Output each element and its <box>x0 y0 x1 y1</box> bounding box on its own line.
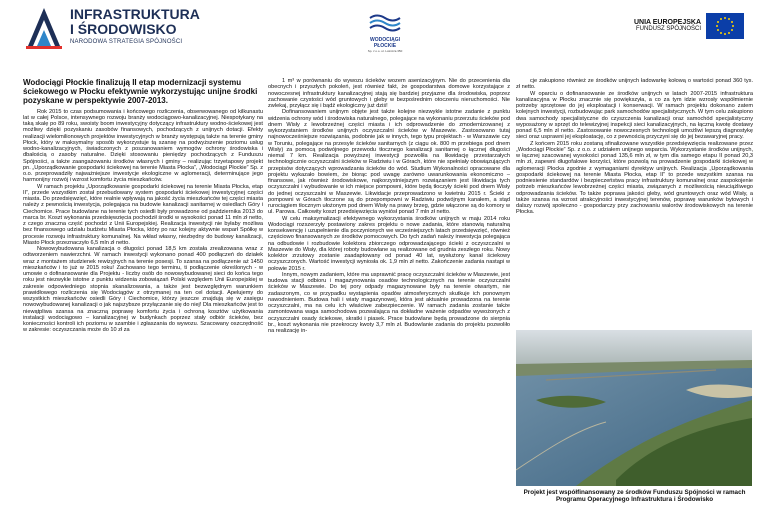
page-header <box>0 0 768 76</box>
article-paragraph: Innym, nowym zadaniem, które ma usprawnić pracę oczyszczalni ścieków w Maszewie, jest budowa stacji odbioru i magazynowania osadów technologicznych na terenie oczyszczalni ścieków w Maszewie. Do tej pory odpady magazynowane były na terenie otwartym, nie zadaszonym, co w przypadku wystąpienia opadów atmosferycznych skutkuje ich ponownym nawodnieniem. Budowa hali i wiaty magazynowej, która jest aktualnie prowadzona na terenie oczyszczalni, ma na celu ich właściwe zabezpieczenie. W ramach zadania zostanie także zamontowana waga samochodowa pozwalająca na dokładne ważenie odpadów wywożonych z oczyszczalni osady ściekowe, skratki i piasek. Prace budowlane będą prowadzone do sierpnia br., koszt wykonania nie przekroczy kwoty 3,7 mln zł. Budowlanie zadania do projektu pozwoliło na realizację in- <box>268 271 510 334</box>
infrastruktura-logo <box>24 6 274 56</box>
article-paragraph: W oparciu o dofinansowanie ze środków unijnych w latach 2007-2015 infrastruktura kanalizacyjna w Płocku znacznie się powiększyła, a co za tym idzie wzrosły współmiernie potrzeby sprzętowe do jej eksploatacji i konserwacji. W ramach projektu dokonano zatem kolejnych inwestycji, rozbudowując park samochodów specjalistycznych. W tym celu zakupiono dwa samochody specjalistyczne do czyszczenia kanalizacji oraz samochód specjalistyczny wyposażony w sprzęt do telewizyjnej inspekcji sieci kanalizacyjnych, na łączną kwotę dostawy ponad 6,5 mln zł netto. Zastosowanie nowoczesnych technologii umożliwi lepszą diagnostykę sieci oraz usprawni jej eksploatację, co z pewnością przyczyni się do jej bezawaryjnej pracy. <box>516 90 753 141</box>
article-column-1 <box>23 78 263 510</box>
eu-flag-icon <box>706 13 744 39</box>
article-column-3 <box>516 78 753 326</box>
article-paragraph: Dofinansowaniem unijnym objęte jest także kolejne niezwykle istotne zadanie z punktu widzenia ochrony wód i środowiska naturalnego, polegające na wykonaniu przerzutu ścieków pod dnem Wisły z lewobrzeżnej części miasta i ich odprowadzenie do zmodernizowanej z wykorzystaniem środków unijnych oczyszczalni ścieków w Maszewie. Zastosowano tutaj najnowocześniejsze rozwiązania, podobnie jak w innych, tego typu projektach - w Warszawie czy w Toruniu, polegające na przesyle ścieków sanitarnych (z ciągu ok. 800 m przebiega pod dnem Wisły) za pomocą podwójnego przewodu tłocznego kanalizacji sanitarnej o łącznej długości niemal 7 km. Realizacja powyższej inwestycji pozwoliła na likwidację przestarzałych technologicznie oczyszczalni ścieków w Radziwiu i w Górach, które nie spełniały obowiązujących przepisów dotyczących wprowadzania ścieków do wód. Studium Wykonalności opracowane dla projektu wykazało bowiem, że biorąc pod uwagę zarówno uwarunkowania ekonomiczno – finansowe, jak również środowiskowe, najkorzystniejszym rozwiązaniem jest likwidacja tych oczyszczalni i wybudowanie w ich miejsce pompowni, które będą tłoczyły ścieki pod dnem Wisły do jednej oczyszczalni w Maszewie. Likwidacje przeprowadzono w kwietniu 2015 r. Ścieki z pompowni w Górach tłoczone są do przepompowni w Radziwiu podwójnym kanałem, a stąd rurociągiem tłocznym ułożonym pod dnem Wisły na prawy brzeg, gdzie włączone są do komory w ul. Parowa. Całkowity koszt przedsięwzięcia wyniósł ponad 7 mln zł netto. <box>268 109 510 216</box>
article-paragraph: Z końcem 2015 roku zostaną sfinalizowane wszystkie przedsięwzięcia realizowane przez „Wodociągi Płockie” Sp. z o.o. z udziałem unijnego wsparcia. Wykorzystanie środków unijnych, w łącznej szacowanej wysokości ponad 135,6 mln zł, w tym dla samego etapu II ponad 20,3 mln zł, zapewni długofalowe korzyści, które pozwolą na prowadzenie gospodarki ściekowej w aglomeracji Płocka zgodnie z wymaganiami dyrektyw unijnych. Realizacja „Uporządkowania gospodarki ściekowej na terenie Miasta Płocka, etap II” to przede wszystkim szansa na podniesienie standardów i bezpieczeństwa pracy infrastruktury komunalnej oraz zaspokojenie potrzeb mieszkańców lewobrzeżnej części miasta, związanych z możliwością nieuciążliwego odprowadzania ścieków. To także poprawa jakości gleby, wód gruntowych oraz wód Wisły, a także szansa na wzrost atrakcyjności inwestycyjnej terenów, poprawę warunków bytowych i dalszy rozwój społeczno - gospodarczy przy zachowaniu walorów środowiskowych na terenie Płocka. <box>516 140 753 216</box>
eu-title: UNIA EUROPEJSKA <box>633 19 701 26</box>
photo-caption: Projekt jest współfinansowany ze środków Funduszu Spójności w ramach Programu Operacyjnego Infrastruktura i Środowisko <box>523 489 746 504</box>
eu-subtitle: FUNDUSZ SPÓJNOŚCI <box>635 26 701 32</box>
article-headline: Wodociągi Płockie finalizują II etap modernizacji systemu ściekowego w Płocku efektywnie wykorzystując unijne środki pozyskane w perspektywie 2007-2013. <box>23 78 258 106</box>
article-paragraph: W celu maksymalizacji efektywnego wykorzystania środków unijnych w maju 2014 roku Wodociągi rozszerzyły postawiony zakres projektu o nowe zadania, które stanowią naturalną konsekwencję i uzupełnienie dla poczynionych we wcześniejszych latach przedsięwzięć, również częściowo finansowanych ze środków pomocowych. Do tych zadań należy inwestycja polegająca na odbudowie i rozbudowie kolektora zbiorczego odprowadzającego ścieki z oczyszczalni w Maszewie do Wisły, dla której roboty budowlane są realizowane od grudnia zeszłego roku. Nowy kolektor zrzutowy zostanie zaadaptowany od ponad 40 lat, wysłużony kanał ściekowy oczyszczonych. Wartość inwestycji wyniosła ok. 1,9 mln zł netto. Zakończenie zadania nastąpi w połowie 2015 r. <box>268 215 510 272</box>
wave-icon <box>368 12 402 32</box>
logo-title-line2: I ŚRODOWISKO <box>70 21 177 37</box>
aerial-photo-vistula <box>516 330 752 486</box>
wodociagi-address: Sp. z o.o. ul. Lotnicza 350 <box>367 49 403 53</box>
wodociagi-name-line1: WODOCIĄGI <box>370 37 400 43</box>
article-paragraph: 1 m³ w porównaniu do wywozu ścieków wozem asenizacyjnym. Nie do przecenienia dla obecnych i przyszłych pokoleń, jest również fakt, że gospodarstwa domowe korzystające z nowoczesnej infrastruktury kanalizacyjnej stają się bardziej przyjazne dla środowiska, poprzez zachowanie czystości wód gruntowych i gleby w bezpośrednim otoczeniu nieruchomości. Nie zwlekaj, przyłącz się i bądź ekologiczny już dziś! <box>268 78 510 109</box>
wodociagi-plockie-logo <box>358 12 412 60</box>
article-paragraph: cje zakupiono również ze środków unijnych ładowarkę kołową o wartości ponad 360 tys. zł netto. <box>516 78 753 91</box>
article-column-2 <box>268 78 510 510</box>
river-landscape-image <box>516 330 752 486</box>
logo-title-line1: INFRASTRUKTURA <box>70 6 200 22</box>
article-paragraph: Nowowybudowana kanalizacja o długości ponad 18,5 km została zrealizowana wraz z odtworzeniem nawierzchni. W ramach inwestycji wykonano ponad 400 podłączeń do działek wraz z montażem studzienek rewizyjnych na terenie posesji. To szansa na podłączenie aż 1450 mieszkańców i to już w 2015 roku! Zachowano tego terminu, ti podłączenie określonych - w umowie o dofinansowanie dla Projektu - liczby osób do nowowybudowanej sieci do końca tego roku jest niezwykle istotne z punktu widzenia zobowiązań Polski względem Unii Europejskiej w zakresie odpowiedniego stopnia skanalizowania, a także jest bezwzględnym warunkiem prawidłowego rozliczenia się Wodociągów z otrzymanej na ten cel dotacji. Apelujemy do wszystkich mieszkańców osiedli Góry i Ciechomice, którzy jeszcze znajdują się w zasięgu nowowybudowanej kanalizacji o jak najszybsze przyłączanie się do niej! Dla mieszkańców jest to niewątpliwa szansa na znaczną poprawę komfortu życia i ochroną kosztów użytkowania instalacji wodociągowo – kanalizacyjnej w budynkach poprzez stały odbiór ścieków, bez konieczności kontroli ich poziomu w szambie i zgłaszania do wywozu. Szacowany oszczędność w zakresie: oczyszczania może do 10 zł za <box>23 246 263 334</box>
article-paragraph: W ramach projektu „Uporządkowanie gospodarki ściekowej na terenie Miasta Płocka, etap II”, przede wszystkim został przebudowany system gospodarki ściekowej inwestycyjnej części miasta. Do przedsięwzięć, które realnie wpływają na jakość życia mieszkańców tej części miasta należy z pewnością inwestycja, polegająca na budowie kanalizacji sanitarnej w osiedlach Góry i Ciechomice. Prace budowlane na terenie tych osiedli były prowadzone od października 2013 do marca br. Koszt wykonania przedsięwzięcia pochodził środki w wysokości ponad 11 mln zł netto, z czego znaczna część pochodzi z Unii Europejskiej. Realizacja inwestycji nie byłaby możliwa bez finansowego udziału budżetu Miasta Płocka, który po raz kolejny aktywnie wsparł Spółkę w procesie rozwoju infrastruktury komunalnej. Na wkład własny, niezbędny do budowy kanalizacji, Miasto Płock przeznaczyło 6,5 mln zł netto. <box>23 183 263 246</box>
wodociagi-name-line2: PŁOCKIE <box>373 43 397 49</box>
eu-logo <box>594 13 744 53</box>
logo-subtitle: NARODOWA STRATEGIA SPÓJNOŚCI <box>70 39 183 45</box>
article-paragraph: Rok 2015 to czas podsumowania i końcowego rozliczenia, obserwowanego od kilkunastu lat w całej Polsce, intensywnego rozwoju branży wodociągowo-kanalizacyjnej. Niespotykany na taką skalę po 89 roku, swoisty boom inwestycyjny dotyczący infrastruktury wodno-ściekowej jest możliwy dzięki pozyskaniu zasobów finansowych, pochodzących z unijnych dotacji. Efekty realizacji wielomilionowych projektów inwestycyjnych w branży występują także na terenie gminy Płock, który w maksymalny sposób wykorzystuje tą szansę na podwyższenie poziomu usług wodno-kanalizacyjnych, świadczonych z poszanowaniem wymogów ochrony środowiska i dbałością o zasoby naturalne. Dzięki stosowaniu pieniędzy pochodzących z Funduszu Spójności, a także zaangażowaniu środków własnych i gminy – realizując trzyetapowy projekt pn. „Uporządkowanie gospodarki ściekowej na terenie Miasta Płocka”, „Wodociągi Płockie” Sp. z o.o. przeprowadziły najważniejsze inwestycje ekologiczne w aglomeracji, determinujące jego harmonijny rozwój i wzrost komfortu życia mieszkańców. <box>23 108 263 184</box>
infrastruktura-emblem-icon <box>24 6 64 50</box>
